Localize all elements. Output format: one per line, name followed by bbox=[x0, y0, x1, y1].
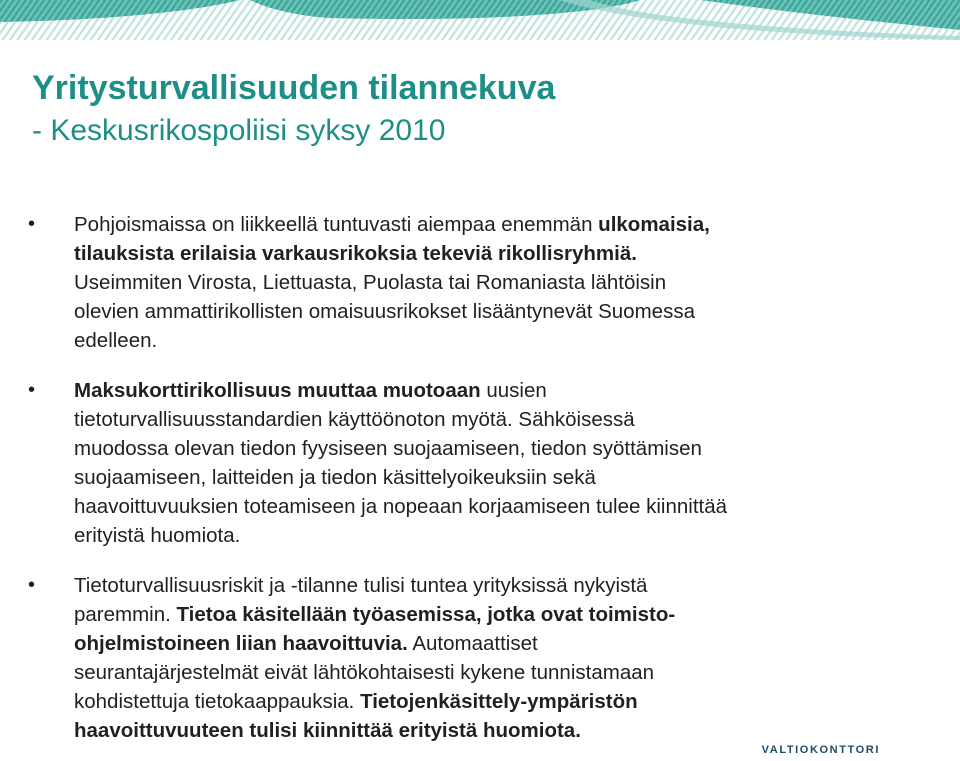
bullet-line bbox=[74, 434, 900, 463]
bullet-dot-icon: • bbox=[28, 379, 36, 401]
bullet-line bbox=[74, 268, 900, 297]
text-segment: paremmin. bbox=[74, 603, 177, 626]
text-segment: uusien bbox=[480, 379, 547, 402]
text-segment: Automaattiset bbox=[407, 632, 538, 655]
text-segment: seurantajärjestelmät eivät lähtökohtaisesti kykene tunnistamaan bbox=[74, 661, 655, 684]
bullet-item bbox=[0, 210, 900, 355]
bullet-line bbox=[74, 600, 900, 629]
decorative-wave-band bbox=[0, 0, 960, 40]
text-segment: haavoittuvuuksien toteamiseen ja nopeaan korjaamiseen tulee kiinnittää bbox=[74, 495, 728, 518]
logo-valtiokonttori: VALTIOKONTTORI bbox=[761, 744, 880, 756]
bullet-line bbox=[74, 463, 900, 492]
bold-text-segment: Maksukorttirikollisuus muuttaa muotoaan bbox=[74, 379, 481, 402]
bullet-line bbox=[74, 629, 900, 658]
bullet-line bbox=[74, 492, 900, 521]
bullet-line bbox=[74, 716, 900, 745]
bullet-dot-icon: • bbox=[28, 574, 36, 596]
bullet-line bbox=[74, 297, 900, 326]
slide-subtitle: - Keskusrikospoliisi syksy 2010 bbox=[32, 114, 446, 147]
bold-text-segment: haavoittuvuuteen tulisi kiinnittää erityistä huomiota. bbox=[74, 719, 581, 742]
bold-text-segment: Tietojenkäsittely-ympäristön bbox=[360, 690, 638, 713]
bullet-line bbox=[74, 239, 900, 268]
bullet-line bbox=[74, 571, 900, 600]
bullet-line bbox=[74, 405, 900, 434]
slide-title: Yritysturvallisuuden tilannekuva bbox=[32, 69, 556, 107]
text-segment: muodossa olevan tiedon fyysiseen suojaamiseen, tiedon syöttämisen bbox=[74, 437, 702, 460]
bullet-line bbox=[74, 376, 900, 405]
text-segment: Pohjoismaissa on liikkeellä tuntuvasti aiempaa enemmän bbox=[74, 213, 599, 236]
text-segment: Tietoturvallisuusriskit ja -tilanne tulisi tuntea yrityksissä nykyistä bbox=[74, 574, 648, 597]
bullet-line bbox=[74, 326, 900, 355]
text-segment: olevien ammattirikollisten omaisuusrikokset lisääntynevät Suomessa bbox=[74, 300, 695, 323]
bullet-dot-icon: • bbox=[28, 213, 36, 235]
bold-text-segment: ohjelmistoineen liian haavoittuvia. bbox=[74, 632, 408, 655]
text-segment: edelleen. bbox=[74, 329, 158, 352]
text-segment: tietoturvallisuusstandardien käyttöönoton myötä. Sähköisessä bbox=[74, 408, 635, 431]
bullet-line bbox=[74, 687, 900, 716]
text-segment: Useimmiten Virosta, Liettuasta, Puolasta tai Romaniasta lähtöisin bbox=[74, 271, 667, 294]
bold-text-segment: tilauksista erilaisia varkausrikoksia tekeviä rikollisryhmiä. bbox=[74, 242, 637, 265]
bullet-item bbox=[0, 571, 900, 745]
text-segment: erityistä huomiota. bbox=[74, 524, 241, 547]
bullet-line bbox=[74, 210, 900, 239]
text-segment: kohdistettuja tietokaappauksia. bbox=[74, 690, 361, 713]
bullet-line bbox=[74, 521, 900, 550]
bullet-list bbox=[0, 210, 900, 761]
bold-text-segment: Tietoa käsitellään työasemissa, jotka ovat toimisto- bbox=[176, 603, 676, 626]
bullet-item bbox=[0, 376, 900, 550]
bold-text-segment: ulkomaisia, bbox=[598, 213, 710, 236]
bullet-line bbox=[74, 658, 900, 687]
text-segment: suojaamiseen, laitteiden ja tiedon käsittelyoikeuksiin sekä bbox=[74, 466, 596, 489]
